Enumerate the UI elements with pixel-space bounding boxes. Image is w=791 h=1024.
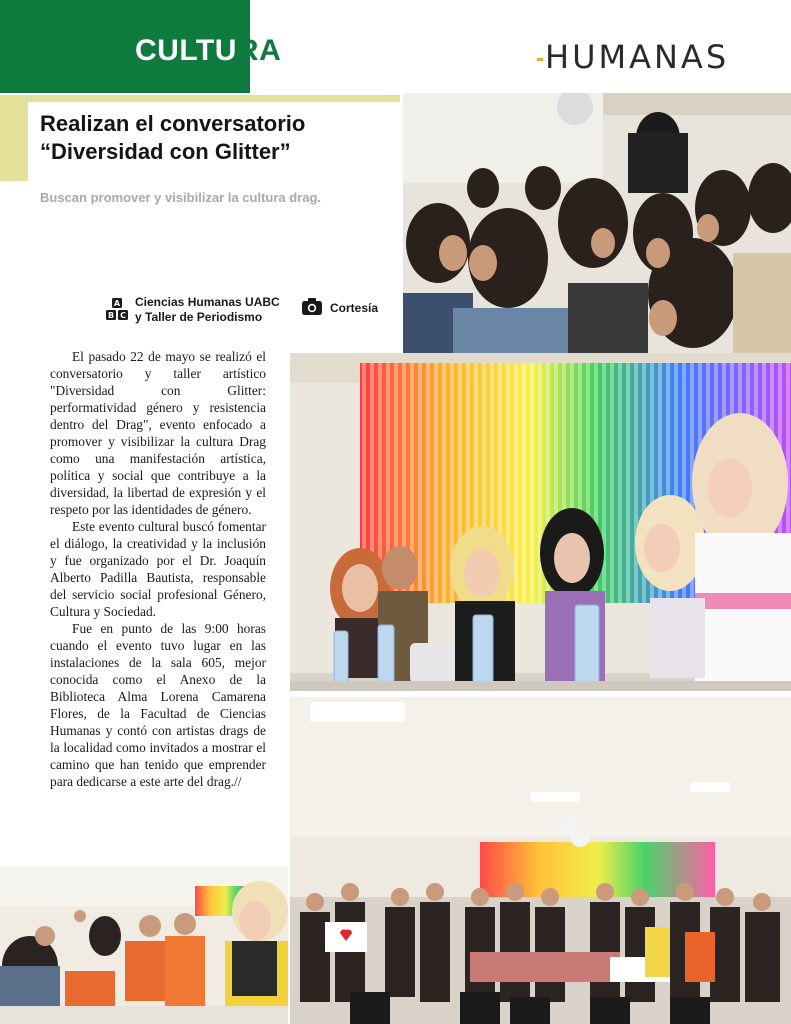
photo-credit: Cortesía xyxy=(330,301,379,315)
author-credit-line2: y Taller de Periodismo xyxy=(135,310,263,324)
photo-audience xyxy=(403,93,791,353)
article-title-line1: Realizan el conversatorio xyxy=(40,111,306,136)
logo-bar xyxy=(537,58,543,61)
svg-text:C: C xyxy=(120,311,126,320)
logo-text: HUMANAS xyxy=(545,38,730,76)
svg-text:B: B xyxy=(107,311,115,320)
camera-icon xyxy=(302,298,322,315)
magazine-logo xyxy=(537,38,729,76)
article-body xyxy=(50,348,266,790)
author-credit xyxy=(135,295,280,325)
photo-panel xyxy=(290,353,791,691)
article-title xyxy=(40,110,390,166)
svg-text:A: A xyxy=(113,299,121,308)
photo-group xyxy=(290,697,791,1024)
abc-blocks-icon xyxy=(106,298,128,322)
article-title-line2: “Diversidad con Glitter” xyxy=(40,139,291,164)
paragraph-3: Fue en punto de las 9:00 horas cuando el evento tuvo lugar en las instalaciones de la sala 605, mejor conocida como el Anexo de la Biblioteca Alma Lorena Camarena Flores, de la Facultad de Ciencias Humanas y contó con artistas drags de la localidad como invitados a mostrar el camino que han tenido que emprender para dedicarse a este arte del drag.// xyxy=(50,621,266,789)
article-subtitle: Buscan promover y visibilizar la cultura drag. xyxy=(40,190,322,205)
section-title-tail: RA xyxy=(236,34,282,67)
title-accent-left xyxy=(0,95,28,181)
paragraph-1: El pasado 22 de mayo se realizó el conversatorio y taller artístico "Diversidad con Glitter: performatividad género y resistencia dentro del Drag", evento enfocado a promover y visibilizar la cultura Drag como una manifestación artística, política y social que contribuye a la diversidad, la libertad de expresión y el respeto por las identidades de género. xyxy=(50,349,266,517)
section-title-main: CULTU xyxy=(135,34,237,67)
title-accent-top xyxy=(0,95,400,102)
photo-workshop xyxy=(0,866,288,1024)
section-title xyxy=(135,34,281,68)
author-credit-line1: Ciencias Humanas UABC xyxy=(135,295,280,309)
paragraph-2: Este evento cultural buscó fomentar el diálogo, la creatividad y la inclusión y fue organizado por el Dr. Joaquín Alberto Padilla Bautista, responsable del servicio social profesional Género, Cultura y Sociedad. xyxy=(50,519,266,619)
